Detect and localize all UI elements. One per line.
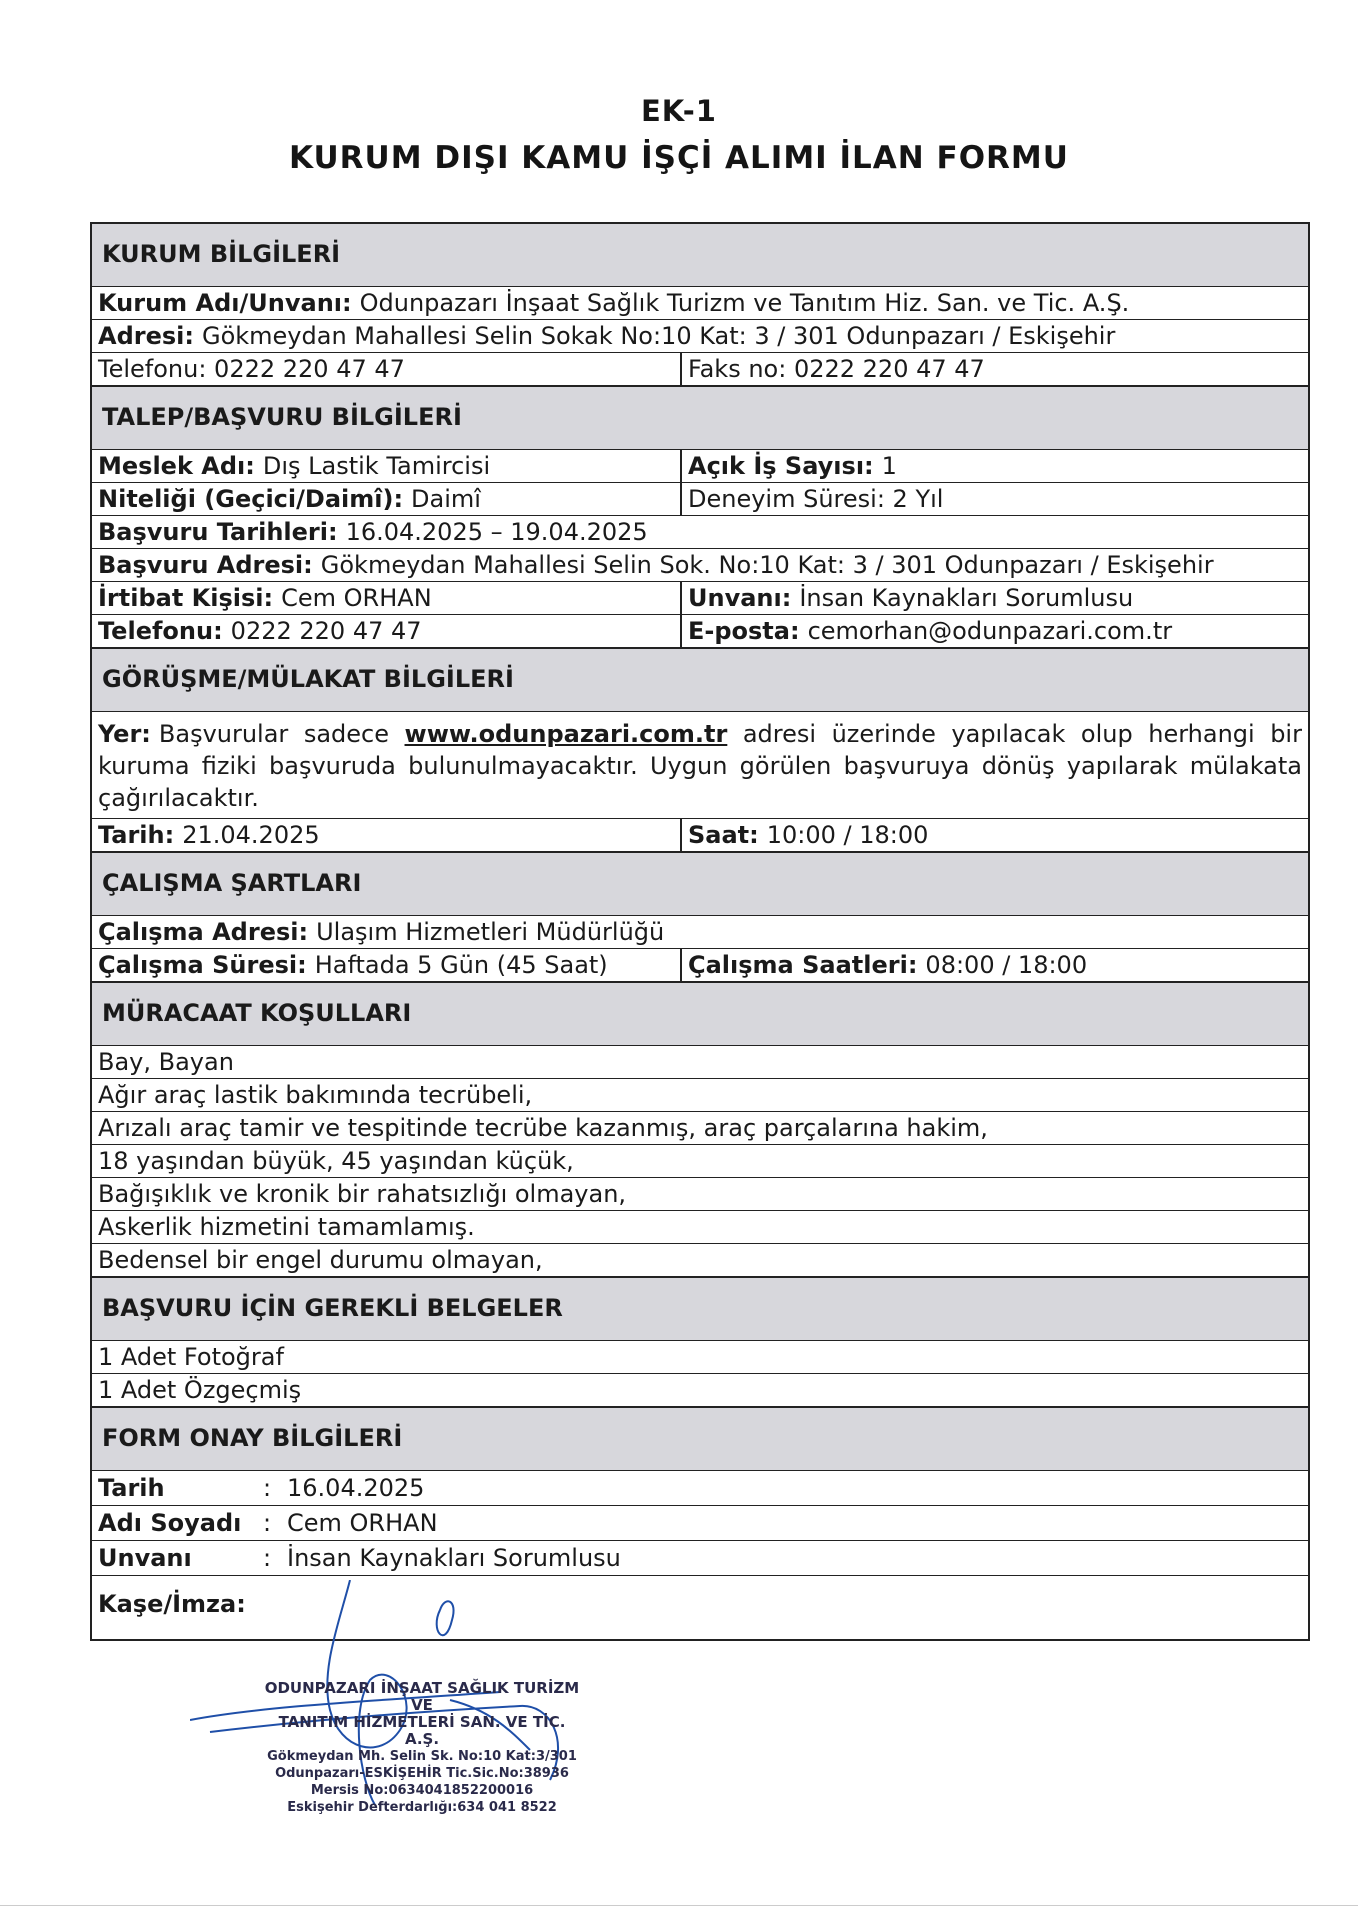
onay-row-tarih [92, 1470, 1308, 1505]
gorusme-saat-label: Saat: [688, 821, 759, 849]
company-stamp [262, 1680, 582, 1816]
acik-is-value: 1 [881, 452, 897, 480]
stamp-line-4: Odunpazarı-ESKİŞEHİR Tic.Sic.No:38936 [275, 1766, 569, 1781]
kurum-faks: Faks no: 0222 220 47 47 [688, 355, 985, 383]
muracaat-item-4: Bağışıklık ve kronik bir rahatsızlığı olmayan, [98, 1180, 627, 1208]
calisma-sure-value: Haftada 5 Gün (45 Saat) [314, 951, 608, 979]
basvuru-adres-value: Gökmeydan Mahallesi Selin Sok. No:10 Kat: 3 / 301 Odunpazarı / Eskişehir [320, 551, 1214, 579]
basvuru-tarih-label: Başvuru Tarihleri: [98, 518, 338, 546]
row-nitelik [92, 482, 1308, 515]
document-title: KURUM DIŞI KAMU İŞÇİ ALIMI İLAN FORMU [289, 140, 1069, 176]
talep-telefon-value: 0222 220 47 47 [230, 617, 422, 645]
announcement-form [90, 222, 1310, 1641]
section-kurum-header: KURUM BİLGİLERİ [92, 222, 1308, 286]
stamp-line-1: ODUNPAZARI İNŞAAT SAĞLIK TURİZM VE [264, 1679, 580, 1714]
stamp-line-3: Gökmeydan Mh. Selin Sk. No:10 Kat:3/301 [267, 1749, 577, 1764]
onay-tarih-label: Tarih [98, 1474, 165, 1502]
document-code: EK-1 [641, 94, 717, 128]
nitelik-value: Daimî [411, 485, 481, 513]
meslek-label: Meslek Adı: [98, 452, 255, 480]
list-item [92, 1111, 1308, 1144]
basvuru-adres-label: Başvuru Adresi: [98, 551, 313, 579]
onay-adsoyad-value: Cem ORHAN [287, 1509, 438, 1537]
unvan-value: İnsan Kaynakları Sorumlusu [799, 584, 1134, 612]
stamp-line-5: Mersis No:0634041852200016 [310, 1783, 534, 1798]
nitelik-label: Niteliği (Geçici/Daimî): [98, 485, 404, 513]
kurum-adres-value: Gökmeydan Mahallesi Selin Sokak No:10 Kat: 3 / 301 Odunpazarı / Eskişehir [201, 322, 1116, 350]
list-item [92, 1210, 1308, 1243]
deneyim-value: Deneyim Süresi: 2 Yıl [688, 485, 944, 513]
onay-unvan-value: İnsan Kaynakları Sorumlusu [287, 1544, 621, 1572]
unvan-label: Unvanı: [688, 584, 792, 612]
eposta-value[interactable]: cemorhan@odunpazari.com.tr [807, 617, 1173, 645]
row-telefon-eposta [92, 614, 1308, 647]
row-basvuru-adresi [92, 548, 1308, 581]
onay-unvan-label: Unvanı [98, 1544, 192, 1572]
muracaat-item-1: Ağır araç lastik bakımında tecrübeli, [98, 1081, 533, 1109]
muracaat-item-0: Bay, Bayan [98, 1048, 234, 1076]
yer-text-pre: Başvurular sadece [158, 720, 389, 748]
section-talep-header: TALEP/BAŞVURU BİLGİLERİ [92, 385, 1308, 449]
kurum-adi-label: Kurum Adı/Unvanı: [98, 289, 352, 317]
onay-separator: : [263, 1474, 272, 1502]
section-muracaat-header: MÜRACAAT KOŞULLARI [92, 981, 1308, 1045]
row-kurum-adi [92, 286, 1308, 319]
calisma-saat-value: 08:00 / 18:00 [925, 951, 1088, 979]
calisma-adres-value: Ulaşım Hizmetleri Müdürlüğü [316, 918, 665, 946]
list-item [92, 1340, 1308, 1373]
list-item [92, 1373, 1308, 1406]
row-irtibat [92, 581, 1308, 614]
yer-text-post: adresi üzerinde yapılacak olup herhangi bir kuruma fiziki başvuruda bulunulmayacaktır. Uygun görülen başvuruya dönüş yapılarak mülakata çağırılacaktır. [98, 720, 1302, 812]
list-item [92, 1243, 1308, 1276]
muracaat-item-6: Bedensel bir engel durumu olmayan, [98, 1246, 543, 1274]
muracaat-item-2: Arızalı araç tamir ve tespitinde tecrübe kazanmış, araç parçalarına hakim, [98, 1114, 988, 1142]
kurum-adi-value: Odunpazarı İnşaat Sağlık Turizm ve Tanıtım Hiz. San. ve Tic. A.Ş. [359, 289, 1130, 317]
acik-is-label: Açık İş Sayısı: [688, 452, 874, 480]
section-belgeler-header: BAŞVURU İÇİN GEREKLİ BELGELER [92, 1276, 1308, 1340]
basvuru-tarih-value: 16.04.2025 – 19.04.2025 [345, 518, 648, 546]
calisma-adres-label: Çalışma Adresi: [98, 918, 309, 946]
gorusme-tarih-value: 21.04.2025 [182, 821, 320, 849]
list-item [92, 1078, 1308, 1111]
irtibat-value: Cem ORHAN [281, 584, 432, 612]
calisma-sure-label: Çalışma Süresi: [98, 951, 307, 979]
stamp-line-2: TANITIM HİZMETLERİ SAN. VE TİC. A.Ş. [278, 1713, 566, 1748]
muracaat-item-3: 18 yaşından büyük, 45 yaşından küçük, [98, 1147, 574, 1175]
list-item [92, 1045, 1308, 1078]
calisma-saat-label: Çalışma Saatleri: [688, 951, 918, 979]
row-calisma-adresi [92, 915, 1308, 948]
row-basvuru-tarihleri [92, 515, 1308, 548]
row-kurum-adres [92, 319, 1308, 352]
talep-telefon-label: Telefonu: [98, 617, 223, 645]
onay-row-unvan [92, 1540, 1308, 1575]
stamp-line-6: Eskişehir Defterdarlığı:634 041 8522 [287, 1800, 557, 1815]
row-meslek [92, 449, 1308, 482]
section-gorusme-header: GÖRÜŞME/MÜLAKAT BİLGİLERİ [92, 647, 1308, 711]
belge-item-1: 1 Adet Özgeçmiş [98, 1376, 302, 1404]
list-item [92, 1177, 1308, 1210]
kurum-adres-label: Adresi: [98, 322, 194, 350]
row-gorusme-tarih-saat [92, 818, 1308, 851]
belge-item-0: 1 Adet Fotoğraf [98, 1343, 284, 1371]
section-onay-header: FORM ONAY BİLGİLERİ [92, 1406, 1308, 1470]
gorusme-yer-paragraph [92, 711, 1308, 818]
yer-label: Yer: [98, 720, 151, 748]
onay-tarih-value: 16.04.2025 [287, 1474, 425, 1502]
eposta-label: E-posta: [688, 617, 800, 645]
muracaat-item-5: Askerlik hizmetini tamamlamış. [98, 1213, 475, 1241]
irtibat-label: İrtibat Kişisi: [98, 584, 274, 612]
kase-imza-label: Kaşe/İmza: [92, 1575, 1308, 1639]
onay-adsoyad-label: Adı Soyadı [98, 1509, 242, 1537]
row-calisma-sure [92, 948, 1308, 981]
gorusme-tarih-label: Tarih: [98, 821, 175, 849]
kurum-telefon: Telefonu: 0222 220 47 47 [98, 355, 405, 383]
onay-separator: : [263, 1509, 272, 1537]
page-footer-divider [0, 1905, 1358, 1906]
gorusme-saat-value: 10:00 / 18:00 [766, 821, 929, 849]
row-kurum-iletisim [92, 352, 1308, 385]
list-item [92, 1144, 1308, 1177]
onay-separator: : [263, 1544, 272, 1572]
meslek-value: Dış Lastik Tamircisi [262, 452, 491, 480]
onay-row-adsoyad [92, 1505, 1308, 1540]
section-calisma-header: ÇALIŞMA ŞARTLARI [92, 851, 1308, 915]
website-link[interactable]: www.odunpazari.com.tr [404, 720, 728, 748]
